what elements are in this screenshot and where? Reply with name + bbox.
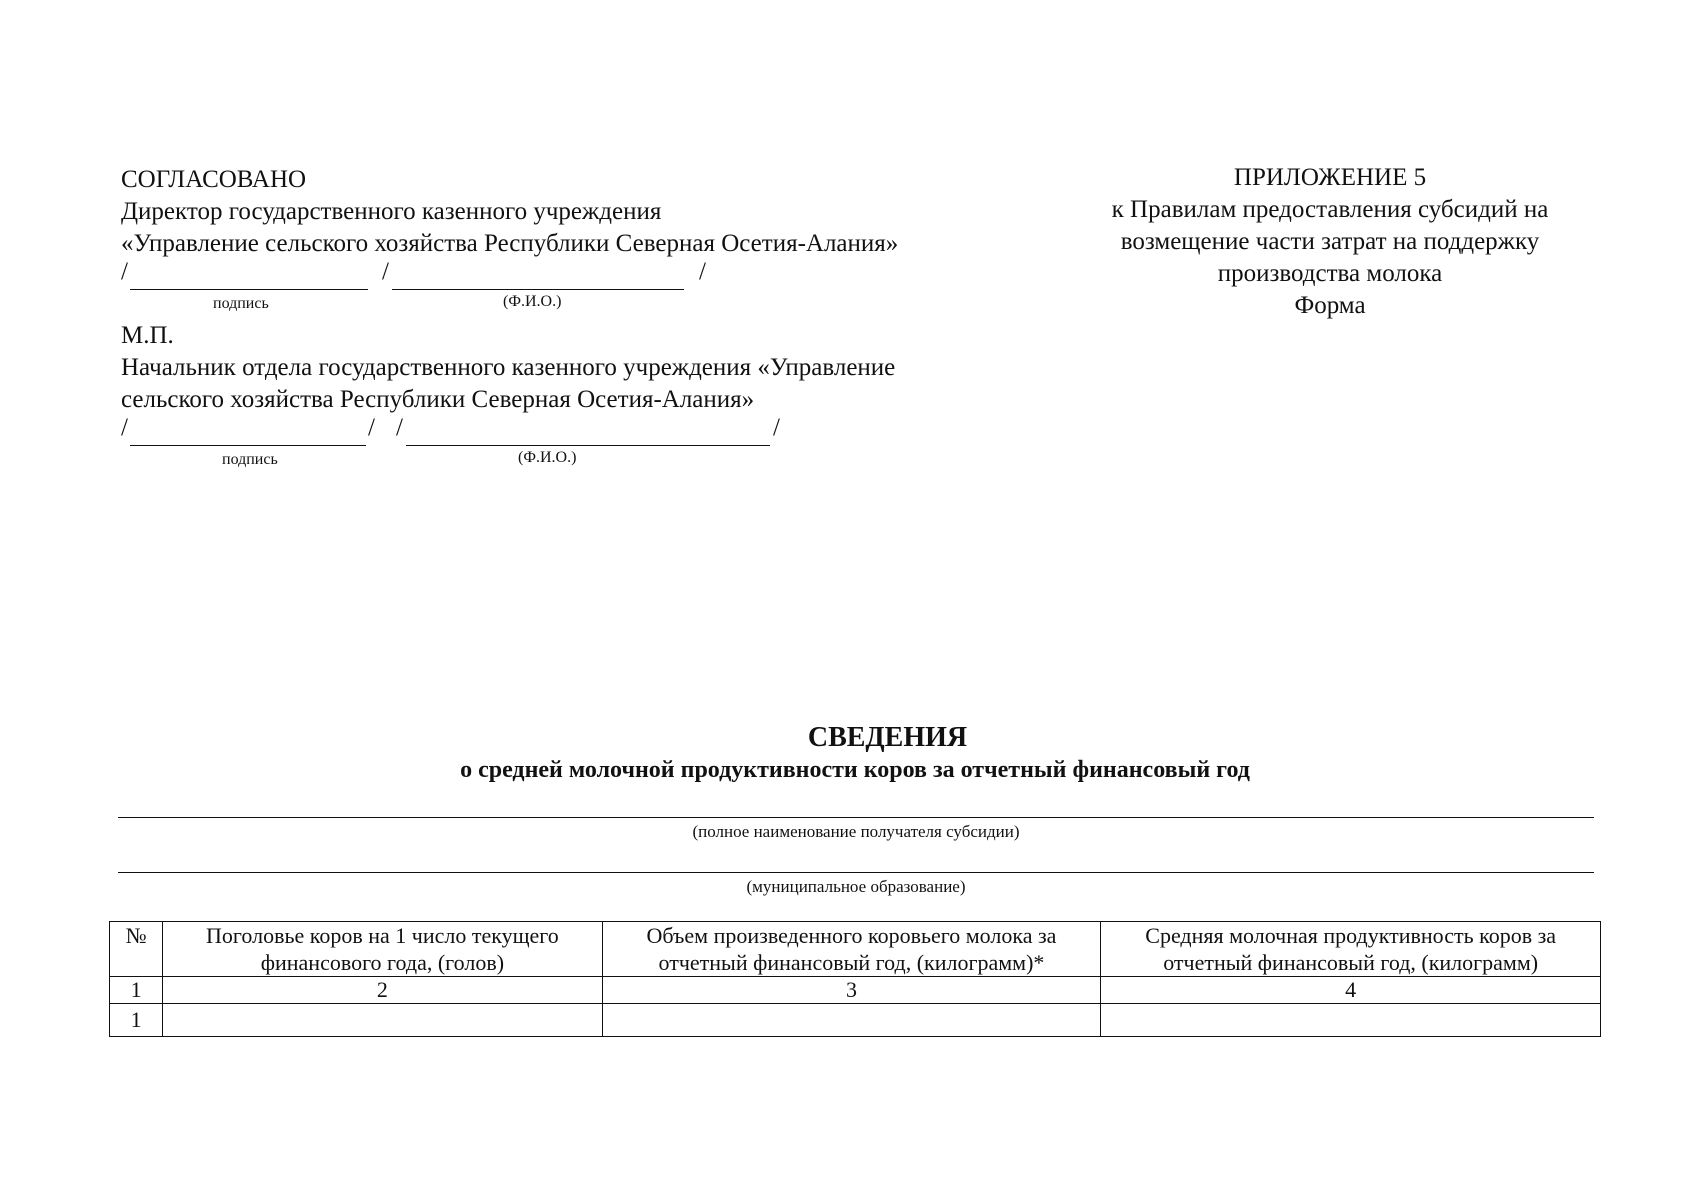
- municipality-caption: (муниципальное образование): [746, 877, 966, 896]
- head-signature-caption: подпись: [222, 451, 278, 468]
- director-fio-line[interactable]: [392, 289, 684, 290]
- head-signature-line[interactable]: [130, 445, 366, 446]
- header-cell-number: №: [110, 922, 163, 977]
- appendix-title: ПРИЛОЖЕНИЕ 5: [1233, 164, 1427, 191]
- table-cell-cows-count[interactable]: [163, 1004, 602, 1037]
- header-cell-milk-volume: Объем произведенного коровьего молока за отчетный финансовый год, (килограмм)*: [602, 922, 1101, 977]
- approval-heading: СОГЛАСОВАНО: [121, 166, 307, 193]
- signature-slash: /: [121, 414, 128, 441]
- head-fio-line[interactable]: [406, 445, 770, 446]
- table-cell-milk-volume[interactable]: [602, 1004, 1101, 1037]
- table-row: [110, 1004, 1601, 1037]
- director-signature-caption: подпись: [213, 295, 269, 312]
- report-title: СВЕДЕНИЯ: [807, 722, 968, 753]
- head-title-line1: Начальник отдела государственного казенного учреждения «Управление: [121, 354, 896, 381]
- stamp-label: М.П.: [121, 322, 174, 349]
- head-fio-caption: (Ф.И.О.): [518, 449, 577, 466]
- head-title-line2: сельского хозяйства Республики Северная Осетия-Алания»: [121, 386, 755, 413]
- column-number-cell: 4: [1101, 977, 1601, 1004]
- appendix-line1: к Правилам предоставления субсидий на: [1111, 196, 1549, 223]
- header-cell-productivity: Средняя молочная продуктивность коров за отчетный финансовый год, (килограмм): [1101, 922, 1601, 977]
- column-number-cell: 3: [602, 977, 1101, 1004]
- signature-slash: /: [368, 414, 375, 441]
- appendix-line2: возмещение части затрат на поддержку: [1120, 228, 1540, 255]
- header-cell-cows-count: Поголовье коров на 1 число текущего финансового года, (голов): [163, 922, 602, 977]
- column-number-cell: 2: [163, 977, 602, 1004]
- table-column-numbers-row: [110, 977, 1601, 1004]
- column-number-cell: 1: [110, 977, 163, 1004]
- appendix-line4: Форма: [1294, 292, 1366, 319]
- signature-slash: /: [382, 258, 389, 285]
- recipient-name-line[interactable]: [118, 817, 1594, 818]
- director-fio-caption: (Ф.И.О.): [503, 293, 562, 310]
- director-title-line1: Директор государственного казенного учреждения: [121, 198, 662, 225]
- table-header-row: [110, 922, 1601, 977]
- appendix-line3: производства молока: [1217, 260, 1443, 287]
- signature-slash: /: [121, 258, 128, 285]
- director-signature-line[interactable]: [130, 289, 368, 290]
- signature-slash: /: [699, 258, 706, 285]
- table-cell-number: 1: [110, 1004, 163, 1037]
- director-title-line2: «Управление сельского хозяйства Республики Северная Осетия-Алания»: [121, 230, 899, 257]
- signature-slash: /: [396, 414, 403, 441]
- report-subtitle: о средней молочной продуктивности коров за отчетный финансовый год: [460, 757, 1250, 783]
- productivity-table: [109, 921, 1601, 1037]
- municipality-line[interactable]: [118, 872, 1594, 873]
- signature-slash: /: [773, 414, 780, 441]
- table-cell-productivity[interactable]: [1101, 1004, 1601, 1037]
- recipient-name-caption: (полное наименование получателя субсидии): [692, 822, 1020, 841]
